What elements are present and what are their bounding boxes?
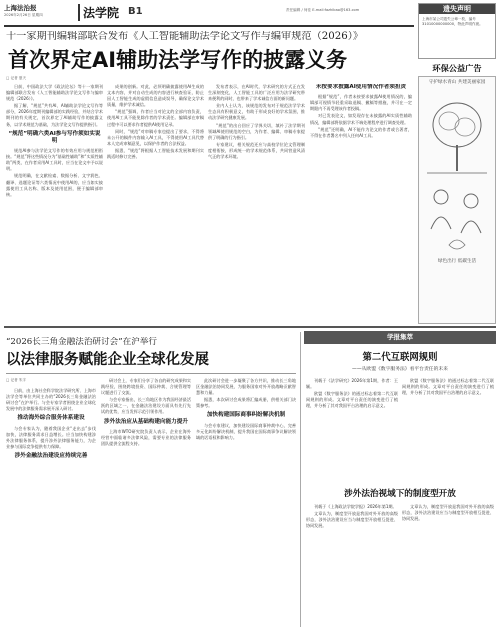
paragraph: 据悉，“规范”将根据人工智能技术发展和期刊实践适时修订完善。 (107, 147, 204, 160)
digest-column-3 (306, 504, 398, 626)
paragraph: 刊载于《法学研究》2026年第1期，作者：王颖。 (306, 378, 398, 390)
ad-slogan: 守护绿水青山 共建美丽家园 (428, 80, 486, 85)
figure-head (434, 190, 448, 204)
paragraph: 同时，“规范”对审稿专家也提出了要求，不得将未公开的稿件内容输入AI工具，不得使用AI工具代替本人完成审稿意见，以保护作者的合法权益。 (107, 128, 204, 146)
paragraph: 研讨会上，专家们分享了各自的研究成果和实践经验，围绕跨境投资、国际仲裁、合规管理等议题进行了交流。 (101, 378, 191, 396)
paragraph: 文章认为，制度型开放是我国对外开放的高级形态，涉外法治建设应当与制度型开放相互促进、协同发展。 (306, 511, 398, 529)
lower-byline: □ 记者 朱宇 (6, 378, 27, 382)
digest-banner: 学报集萃 (304, 331, 496, 344)
section-divider (4, 326, 496, 328)
paragraph: 欧盟《数字服务法》的通过标志着第二代互联网规则的形成。文章对平台责任的演变进行了梳理，并分析了其对我国平台治理的启示意义。 (306, 391, 398, 409)
figure-body (431, 217, 451, 229)
issue-date: 2026年2月26日 星期四 (4, 13, 43, 17)
paragraph: 业内人士认为，该规范的发布对于规范法学学术生态具有积极意义，有助于形成良好的学术氛围，推动法学研究健康发展。 (208, 103, 305, 121)
tree-canopy-inner (455, 118, 475, 136)
paragraph: 专家建议，相关规范还应与高校学位论文管理制度相衔接，形成统一的学术规范体系，共同营造风清气正的学术环境。 (208, 141, 305, 160)
lead-kicker: 十一家期刊编辑部联合发布《人工智能辅助法学论文写作与编审规范（2026）》 (6, 31, 364, 42)
paragraph: 发布者表示，在AI时代，学术研究的方式正在发生深刻变化，人工智能工具的广泛应用为法学研究带来便利的同时，也带来了学术诚信方面的新问题。 (208, 84, 305, 102)
paragraph: 日前，由上海社会科学院法学研究所、上海市法学会等单位共同主办的“2026长三角金融法治研讨会”在沪举行。与会专家学者围绕企业全球化发展中的法律服务需求展开深入研讨。 (6, 388, 96, 412)
lower-subheading-1: 推动海外综合服务体系建设 (17, 415, 85, 422)
paragraph: “规范”还明确，AI不能作为论文的作者或合著者，不得在作者署名中列入任何AI工具。 (310, 126, 412, 138)
ad-heading: 环保公益广告 (432, 63, 482, 73)
column-divider (300, 332, 301, 627)
masthead-rule (4, 25, 414, 27)
tree-canopy-inner (439, 112, 459, 130)
digest-column-2 (402, 378, 494, 484)
paragraph: 规范AI参与法学论文写作的有效应用与规范相衔接。“规范”将这些情况分为“基础性辅助”和“实质性辅助”两类，在作者采用AI工具时，应当在论文中予以说明。 (6, 148, 103, 172)
digest-column-1 (306, 378, 398, 484)
paragraph: “规范”的出台回应了学界关切，填补了法学期刊领域AI使用规范的空白，为作者、编辑、审稿专家提供了明确的行为指引。 (208, 122, 305, 140)
paragraph: 与会专家指出，长三角地区作为我国经济最活跃的区域之一，在金融法治建设方面具有先行先试的优势，应当发挥示范引领作用。 (101, 397, 191, 415)
paragraph: 日前，中国政法大学《政法论坛》等十一家期刊编辑部联合发布《人工智能辅助法学论文写作与编审规范（2026）》。 (6, 84, 103, 102)
newspaper-logo: 上海法治报 (4, 4, 37, 12)
lower-subheading-3: 涉外法治应从基础构建向能力提升 (104, 418, 188, 425)
lead-subheading-2: 未按要求披露AI使用情况作者须担责 (315, 84, 407, 90)
notice-text: 上海市某公司遗失公章一枚，编号31010000000000，特此声明作废。 (422, 17, 483, 27)
ad-illustration-tree-icon (419, 89, 495, 179)
lead-column-3 (208, 84, 305, 319)
digest-column-4 (402, 504, 494, 626)
paragraph: 成果的创新。对此，必须明确披露使用AI生成的文本内容，并对自动生成的内容进行核查验证，防止因人工智能生成的虚假信息造成误导，确保论文学术质量，维护学术诚信。 (107, 84, 204, 108)
page-number: B1 (128, 6, 143, 17)
lower-column-1 (6, 388, 96, 626)
paragraph: 与会专家建议，加快建设国际商事仲裁中心，完善多元化纠纷解决机制，提升我国在国际商事争议解决领域的话语权和影响力。 (196, 422, 296, 440)
lead-column-2 (107, 84, 204, 319)
editor-line: 责任编辑 / 何佳 E-mail:fazhibao@163.com (286, 8, 360, 12)
notice-box (418, 3, 496, 59)
notice-title: 遗失声明 (419, 4, 495, 14)
paragraph: 根据“规范”，作者未按要求披露AI使用情况的，编辑部可视情节轻重采取退稿、撤稿等措施，并可在一定期限内不再受理该作者投稿。 (310, 94, 412, 112)
lead-column-4 (310, 84, 412, 319)
paragraph: 对已发表论文，如发现存在未披露的AI实质性辅助情况，编辑部将依据学术不端处理程序进行调查处理。 (310, 113, 412, 125)
section-title: 法学院 (78, 4, 119, 21)
paragraph: 上海市WTO研究院负责人表示，企业在海外经营中面临诸多法律风险，需要专业的法律服务团队提供全流程支持。 (101, 428, 191, 446)
paragraph: 欧盟《数字服务法》的通过标志着第二代互联网规则的形成。文章对平台责任的演变进行了梳理，并分析了其对我国平台治理的启示意义。 (402, 378, 494, 396)
lead-byline: □ 记者 夏天 (6, 76, 27, 80)
paragraph: “规范”强调，作者应当对论文的全部内容负责，使用AI工具不能免除作者的学术责任。编辑部在审稿过程中可以要求作者提供AI使用记录。 (107, 109, 204, 127)
paragraph: 此次研讨会进一步凝聚了各方共识，推动长三角地区金融法治协同发展，为服务国家对外开放战略贡献智慧和力量。 (196, 378, 296, 396)
lower-column-3 (196, 378, 296, 626)
paragraph: 规范明确，在文献检索、数据分析、文字润色、翻译、选题论证等六类情况中使用AI的，应当如实披露使用工具名称、版本及使用范围，便于编辑部审核。 (6, 173, 103, 197)
lower-headline-rule (6, 373, 296, 374)
paragraph: 据悉，本次研讨会成果将汇编成册，供相关部门决策参考。 (196, 397, 296, 409)
figure-head (464, 194, 478, 208)
digest-title: 第二代互联网规则 (362, 352, 438, 363)
paragraph: 刊载于《上海政法学院学报》2026年第1期。 (314, 504, 397, 509)
lower-subheading-2: 涉外金融法治建设应持续完善 (14, 452, 88, 459)
lower-subheading-4: 加快构建国际商事纠纷解决机制 (206, 412, 286, 419)
lower-kicker: “2026长三角金融法治研讨会”在沪举行 (6, 337, 157, 347)
paragraph: 文章认为，制度型开放是我国对外开放的高级形态，涉外法治建设应当与制度型开放相互促进、协同发展。 (402, 504, 494, 522)
lead-column-1 (6, 84, 103, 319)
paragraph: 据了解，“规范”共有AI、AI辅助法学论文写作等部分，2026年度期刊编辑部的实践经验，并结合学术期刊的有关规定，首次界定了AI辅助写作的披露义务，以学术规范为基础，为法学论文写作提供指引。 (6, 103, 103, 127)
leaf-mark (449, 240, 465, 249)
lower-headline: 以法律服务赋能企业全球化发展 (6, 352, 209, 368)
ad-caption: 绿色出行 低碳生活 (437, 259, 477, 264)
figure-body (461, 221, 481, 233)
lead-subheading-1: “规范”明确六类AI参与写作须如实说明 (8, 130, 101, 144)
digest-title-2: 涉外法治视域下的制度型开放 (344, 489, 456, 499)
ad-illustration-figures-icon (419, 179, 495, 259)
lower-column-2 (101, 378, 191, 626)
digest-subtitle: ——从欧盟《数字服务法》看平台责任的未来 (352, 367, 448, 372)
paragraph: 与会专家认为，随着我国企业“走出去”步伐加快，法律服务需求日益增长。应当加快构建涉外法律服务体系，提升涉外法律服务能力，为企业参与国际竞争提供有力保障。 (6, 425, 96, 449)
public-service-ad (418, 76, 496, 324)
lead-headline: 首次界定AI辅助法学写作的披露义务 (8, 48, 348, 72)
